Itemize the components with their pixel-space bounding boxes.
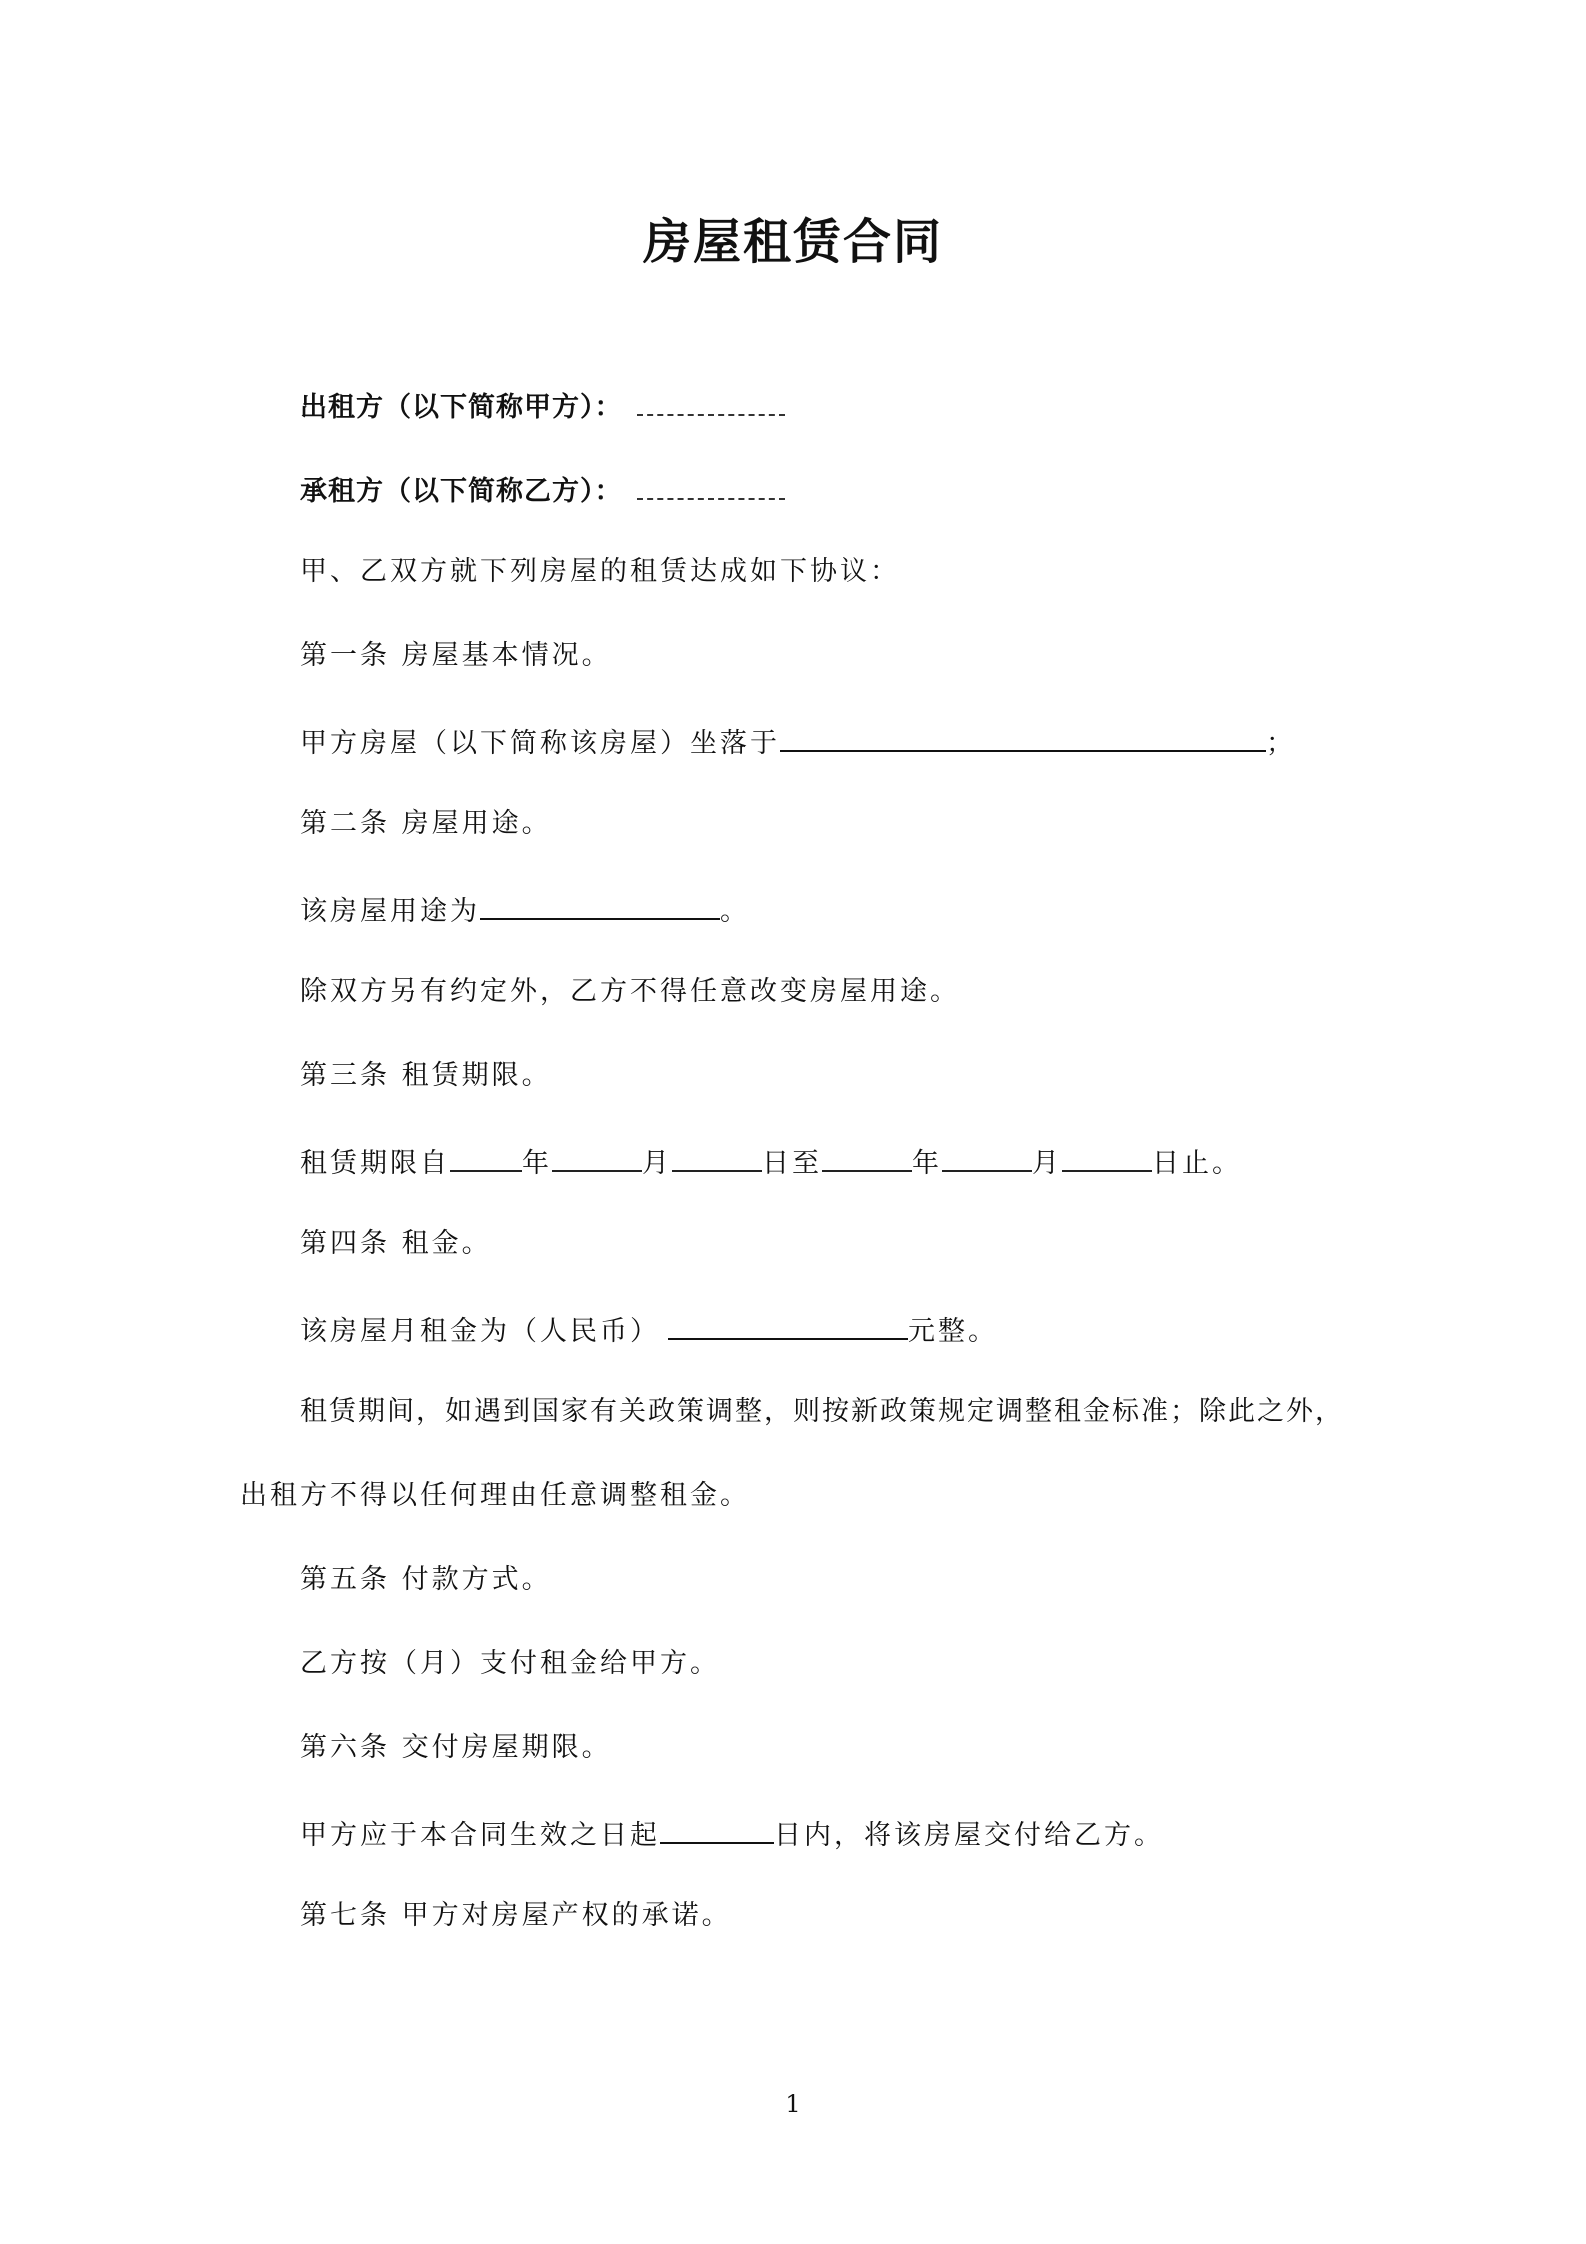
term-day-2: 日止。 [1152, 1148, 1242, 1179]
usage-line [300, 888, 750, 932]
delivery-days-blank[interactable] [660, 1812, 774, 1844]
end-day-blank[interactable] [1062, 1140, 1152, 1172]
article-2-heading: 第二条 房屋用途。 [300, 808, 552, 839]
article-5-heading: 第五条 付款方式。 [300, 1564, 552, 1595]
term-month-2: 月 [1032, 1148, 1062, 1179]
usage-suffix: 。 [720, 896, 750, 927]
usage-prefix: 该房屋用途为 [300, 896, 480, 927]
lessee-name-blank[interactable] [637, 468, 785, 500]
start-day-blank[interactable] [672, 1140, 762, 1172]
delivery-prefix: 甲方应于本合同生效之日起 [300, 1820, 660, 1851]
article-7-heading: 第七条 甲方对房屋产权的承诺。 [300, 1900, 732, 1931]
location-prefix: 甲方房屋（以下简称该房屋）坐落于 [300, 728, 780, 759]
location-suffix: ； [1266, 728, 1296, 759]
location-line [300, 720, 1296, 764]
rent-line [300, 1308, 998, 1352]
lessor-name-blank[interactable] [637, 384, 785, 416]
lessee-line [300, 468, 785, 512]
article-6-heading: 第六条 交付房屋期限。 [300, 1732, 612, 1763]
lessee-label: 承租方（以下简称乙方）： [300, 476, 623, 507]
end-month-blank[interactable] [942, 1140, 1032, 1172]
rent-policy-line-1: 租赁期间，如遇到国家有关政策调整，则按新政策规定调整租金标准；除此之外， [300, 1396, 1344, 1427]
start-month-blank[interactable] [552, 1140, 642, 1172]
term-year-1: 年 [522, 1148, 552, 1179]
article-3-heading: 第三条 租赁期限。 [300, 1060, 552, 1091]
payment-text: 乙方按（月）支付租金给甲方。 [300, 1648, 720, 1679]
rent-amount-blank[interactable] [668, 1308, 908, 1340]
article-1-heading: 第一条 房屋基本情况。 [300, 640, 612, 671]
term-line [300, 1140, 1242, 1184]
end-year-blank[interactable] [822, 1140, 912, 1172]
rent-policy-line-2: 出租方不得以任何理由任意调整租金。 [240, 1480, 750, 1511]
term-month-1: 月 [642, 1148, 672, 1179]
usage-rule: 除双方另有约定外，乙方不得任意改变房屋用途。 [300, 976, 960, 1007]
term-prefix: 租赁期限自 [300, 1148, 450, 1179]
lessor-line [300, 384, 785, 428]
page-number: 1 [785, 2090, 801, 2118]
term-day-1: 日至 [762, 1148, 822, 1179]
rent-prefix: 该房屋月租金为（人民币） [300, 1316, 660, 1347]
intro-text: 甲、乙双方就下列房屋的租赁达成如下协议： [300, 556, 900, 587]
delivery-line [300, 1812, 1164, 1856]
lessor-label: 出租方（以下简称甲方）： [300, 392, 623, 423]
rent-suffix: 元整。 [908, 1316, 998, 1347]
term-year-2: 年 [912, 1148, 942, 1179]
document-title: 房屋租赁合同 [642, 214, 943, 270]
delivery-suffix: 日内，将该房屋交付给乙方。 [774, 1820, 1164, 1851]
start-year-blank[interactable] [450, 1140, 522, 1172]
usage-blank[interactable] [480, 888, 720, 920]
location-blank[interactable] [780, 720, 1266, 752]
article-4-heading: 第四条 租金。 [300, 1228, 492, 1259]
